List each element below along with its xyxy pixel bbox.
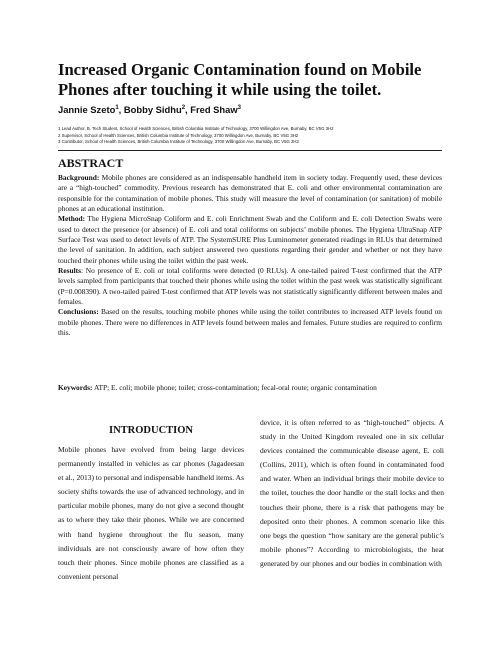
introduction-paragraph: Mobile phones have evolved from being large devices permanently installed in vehicles as car phones (Jagadeesan et al., 2013) to personal and indispensable handheld items. As society shifts towards the use of advanced technology, and in particular mobile phones, many do not give a second thought as to where they take their phones. While we are concerned with hand hygiene throughout the flu season, many individuals are not consciously aware of how often they touch their phones. Since mobile phones are classified as a convenient personal: [58, 445, 244, 581]
abstract-text: : No presence of E. coli or total coliforms were detected (0 RLUs). A one-tailed paired T-test confirmed that the ATP levels sampled from participants that touched their phones while using the toilet within the past week was statistically significant (P=0.008390). A two-tailed paired T-test confirmed that ATP levels was not statistically significantly different between males and females.: [58, 266, 442, 307]
introduction-heading: INTRODUCTION: [108, 425, 193, 436]
author-name: Bobby Sidhu: [123, 104, 182, 116]
keywords-label: Keywords:: [58, 383, 93, 392]
abstract-text: The Hygiena MicroSnap Coliform and E. coli Enrichment Swab and the Coliform and E. coli Detection Swabs were used to detect the presence (or absence) of E. coli and total coliforms on subjects’ mobile phones. The Hygiena UltraSnap ATP Surface Test was used to detect levels of ATP. The SystemSURE Plus Luminometer generated readings in RLUs that determined the level of sanitation. In addition, each subject answered two questions regarding their gender and whether or not they have touched their phones while using the toilet within the past week.: [58, 214, 442, 265]
introduction-paragraph: device, it is often referred to as “high-touched” objects. A study in the United Kingdom revealed one in six cellular devices contained the communicable disease agent, E. coli (Collins, 2011), which is often found in contaminated food and water. When an individual brings their mobile device to the toilet, touches the door handle or the stall locks and then touches their phone, there is a risk that pathogens may be deposited onto their phones. A common scenario like this one begs the question “how sanitary are the general public’s mobile phones”? According to microbiologists, the heat generated by our phones and our bodies in combination with: [260, 418, 444, 568]
keywords-text: ATP; E. coli; mobile phone; toilet; cross-contamination; fecal-oral route; organic contamination: [92, 383, 377, 392]
abstract-label: Conclusions:: [58, 307, 99, 317]
author-list: [58, 102, 458, 116]
abstract-label: Method:: [58, 214, 86, 224]
abstract-label: Results: [58, 266, 81, 276]
author-name: Jannie Szeto: [58, 104, 116, 116]
author-separator: ,: [118, 104, 124, 116]
abstract-heading: ABSTRACT: [58, 156, 124, 170]
keywords-block: [58, 383, 442, 393]
author-mark: 3: [237, 105, 241, 111]
abstract-paragraph: [58, 214, 442, 266]
author-separator: ,: [185, 104, 191, 116]
affiliation-line: 3 Contributor, School of Health Sciences, British Columbia Institute of Technology, 3700 Willingdon Ave, Burnaby, BC V5G 3H2: [58, 139, 299, 144]
abstract-body: [58, 173, 442, 339]
introduction-left-column: [58, 443, 244, 584]
abstract-label: Background:: [58, 173, 100, 182]
author-mark: 1: [115, 105, 119, 111]
abstract-paragraph: [58, 173, 442, 214]
paper-title: Increased Organic Contamination found on Mobile Phones after touching it while using the toilet.: [58, 60, 422, 99]
introduction-right-column: [260, 416, 444, 571]
header-divider: [58, 150, 442, 151]
abstract-text: Based on the results, touching mobile phones while using the toilet contributes to increased ATP levels found on mobile phones. There were no differences in ATP levels found between males and females. Future studies are required to confirm this.: [58, 307, 442, 338]
affiliation-line: 1 Lead Author, B. Tech Student, School of Health Sciences, British Columbia Institute of Technology, 3700 Willingdon Ave, Burnaby, BC V5G 3H2: [58, 126, 334, 131]
abstract-paragraph: [58, 307, 442, 338]
abstract-paragraph: [58, 266, 442, 307]
keywords-paragraph: [58, 383, 442, 393]
author-mark: 2: [181, 105, 186, 111]
affiliation-line: 2 Supervisor, School of Health Sciences, British Columbia Institute of Technology, 3700 Willingdon Ave, Burnaby, BC V5G 3H2: [58, 132, 299, 138]
affiliation-list: [58, 126, 458, 146]
author-name: Fred Shaw: [190, 104, 238, 116]
abstract-text: Mobile phones are considered as an indispensable handheld item in society today. Frequently used, these devices are a “high-touched” commodity. Previous research has demonstrated that E. coli and other environmental contamination are responsible for the contamination of mobile phones. This study will measure the level of contamination (or sanitation) of mobile phones at an educational institution.: [58, 173, 442, 214]
